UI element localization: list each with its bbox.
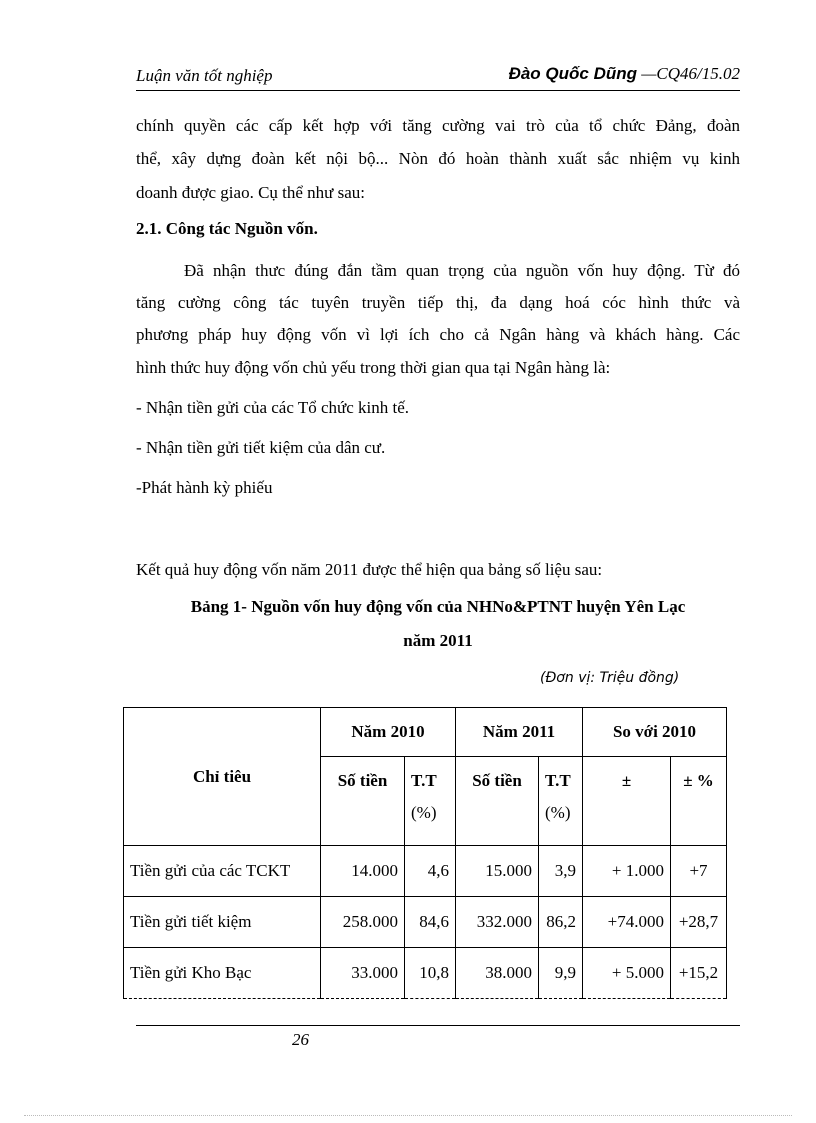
header-thesis-label: Luận văn tốt nghiệp bbox=[136, 66, 273, 85]
table-intro: Kết quả huy động vốn năm 2011 được thể hiện qua bảng số liệu sau: bbox=[136, 560, 603, 579]
header-author: Đào Quốc Dũng bbox=[508, 64, 638, 83]
table-caption-line-2: năm 2011 bbox=[403, 631, 473, 650]
row-diff-pct: +15,2 bbox=[671, 948, 727, 999]
paragraph-2-line-2: tăng cường công tác tuyên truyền tiếp thị, đa dạng hoá cóc hình thức và bbox=[136, 293, 740, 312]
row-share-2011: 86,2 bbox=[539, 897, 583, 948]
table-caption-line-1: Bảng 1- Nguồn vốn huy động vốn của NHNo&PTNT huyện Yên Lạc bbox=[190, 597, 686, 616]
table-unit: (Đơn vị: Triệu đồng) bbox=[540, 670, 680, 686]
paragraph-2-line-4: hình thức huy động vốn chủ yếu trong thời gian qua tại Ngân hàng là: bbox=[136, 358, 611, 377]
row-share-2010: 84,6 bbox=[405, 897, 456, 948]
bullet-item-1: - Nhận tiền gửi của các Tổ chức kinh tế. bbox=[136, 398, 410, 417]
row-label: Tiền gửi tiết kiệm bbox=[124, 897, 321, 948]
footer-rule bbox=[136, 1025, 740, 1026]
header-code: —CQ46/15.02 bbox=[641, 64, 740, 83]
subheader-diff: ± bbox=[583, 757, 671, 846]
subheader-diff-pct: ± % bbox=[671, 757, 727, 846]
row-amount-2011: 38.000 bbox=[456, 948, 539, 999]
page-bottom-divider bbox=[24, 1115, 792, 1116]
subheader-share-2010-a: T.T bbox=[411, 771, 437, 790]
row-amount-2010: 33.000 bbox=[321, 948, 405, 999]
subheader-amount-2011: Số tiền bbox=[456, 757, 539, 846]
paragraph-1-line-3: doanh được giao. Cụ thể như sau: bbox=[136, 183, 366, 202]
row-diff: + 1.000 bbox=[583, 846, 671, 897]
row-share-2011: 3,9 bbox=[539, 846, 583, 897]
header-author-block bbox=[509, 64, 740, 84]
row-share-2010: 10,8 bbox=[405, 948, 456, 999]
subheader-share-2010-b: (%) bbox=[411, 803, 437, 822]
table-row bbox=[124, 948, 727, 999]
subheader-share-2011-a: T.T bbox=[545, 771, 571, 790]
subheader-amount-2010: Số tiền bbox=[321, 757, 405, 846]
table-row bbox=[124, 897, 727, 948]
header-indicator: Chỉ tiêu bbox=[124, 708, 321, 846]
subheader-share-2010 bbox=[405, 757, 456, 846]
row-diff: +74.000 bbox=[583, 897, 671, 948]
row-diff-pct: +28,7 bbox=[671, 897, 727, 948]
row-amount-2010: 258.000 bbox=[321, 897, 405, 948]
section-heading: 2.1. Công tác Nguồn vốn. bbox=[136, 219, 318, 238]
row-diff-pct: +7 bbox=[671, 846, 727, 897]
subheader-share-2011-b: (%) bbox=[545, 803, 571, 822]
row-share-2011: 9,9 bbox=[539, 948, 583, 999]
paragraph-2-line-3: phương pháp huy động vốn vì lợi ích cho cả Ngân hàng và khách hàng. Các bbox=[136, 325, 740, 344]
bullet-item-3: -Phát hành kỳ phiếu bbox=[136, 478, 273, 497]
row-diff: + 5.000 bbox=[583, 948, 671, 999]
page-header bbox=[136, 62, 740, 91]
row-amount-2011: 332.000 bbox=[456, 897, 539, 948]
paragraph-1-line-2: thể, xây dựng đoàn kết nội bộ... Nòn đó hoàn thành xuất sắc nhiệm vụ kinh bbox=[136, 149, 740, 168]
subheader-share-2011 bbox=[539, 757, 583, 846]
page-number: 26 bbox=[292, 1030, 309, 1049]
row-amount-2011: 15.000 bbox=[456, 846, 539, 897]
row-amount-2010: 14.000 bbox=[321, 846, 405, 897]
row-label: Tiền gửi của các TCKT bbox=[124, 846, 321, 897]
paragraph-1-line-1: chính quyền các cấp kết hợp với tăng cường vai trò của tổ chức Đảng, đoàn bbox=[136, 116, 740, 135]
header-year-2011: Năm 2011 bbox=[456, 708, 583, 757]
header-year-2010: Năm 2010 bbox=[321, 708, 456, 757]
table-row bbox=[124, 846, 727, 897]
header-compare: So với 2010 bbox=[583, 708, 727, 757]
bullet-item-2: - Nhận tiền gửi tiết kiệm của dân cư. bbox=[136, 438, 386, 457]
funding-table bbox=[123, 707, 727, 999]
paragraph-2-line-1: Đã nhận thưc đúng đắn tầm quan trọng của nguồn vốn huy động. Từ đó bbox=[184, 261, 740, 280]
row-share-2010: 4,6 bbox=[405, 846, 456, 897]
row-label: Tiền gửi Kho Bạc bbox=[124, 948, 321, 999]
